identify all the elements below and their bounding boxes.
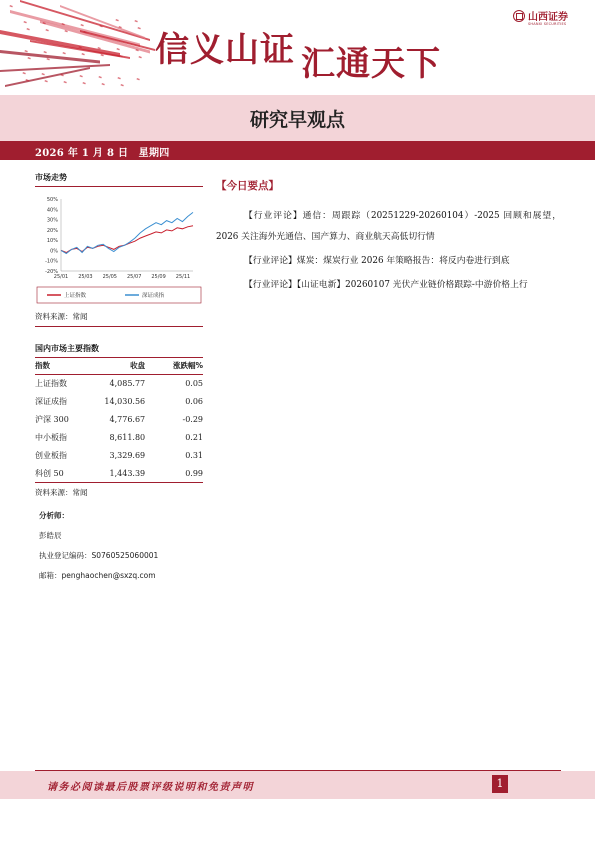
index-name: 上证指数 <box>35 379 67 389</box>
analyst-block <box>35 510 203 581</box>
report-title: 研究早观点 <box>249 109 345 131</box>
index-close: 3,329.69 <box>109 451 146 460</box>
chart-source: 资料来源：常闻 <box>35 307 203 327</box>
table-row <box>35 375 203 393</box>
y-tick-label: 40% <box>46 207 58 214</box>
index-name: 创业板指 <box>35 451 67 460</box>
banner-fleck <box>46 58 49 60</box>
y-tick-label: 50% <box>46 197 58 203</box>
table-source: 资料来源：常闻 <box>35 488 88 497</box>
report-date: 2026 年 1 月 8 日 星期四 <box>35 148 170 159</box>
slogan-part1: 信义山证 <box>155 30 295 70</box>
banner-fleck <box>63 81 66 83</box>
banner-fleck <box>116 48 119 50</box>
logo-text: 山西证券 <box>528 12 568 23</box>
banner-fleck <box>23 21 26 23</box>
market-trend-chart <box>35 187 203 307</box>
col-header-index: 指数 <box>35 358 82 375</box>
banner-fleck <box>41 73 44 75</box>
index-table-heading: 国内市场主要指数 <box>35 343 203 358</box>
chart-svg <box>35 187 203 307</box>
banner-fleck <box>27 57 30 59</box>
left-column <box>35 172 203 590</box>
banner-fleck <box>136 78 139 80</box>
banner-fleck <box>137 27 140 29</box>
banner-streak <box>0 50 100 64</box>
index-change: 0.99 <box>161 465 203 483</box>
header-banner <box>0 0 595 95</box>
index-table <box>35 358 203 483</box>
col-header-change: 涨跌幅% <box>161 358 203 375</box>
y-tick-label: -10% <box>45 258 58 265</box>
banner-fleck <box>44 80 47 82</box>
index-name: 中小板指 <box>35 433 67 442</box>
table-row <box>35 447 203 465</box>
y-tick-label: 10% <box>46 238 58 245</box>
banner-fleck <box>117 77 120 79</box>
company-logo <box>513 8 568 23</box>
market-trend-heading: 市场走势 <box>35 172 203 187</box>
banner-fleck <box>45 29 48 31</box>
y-tick-label: -20% <box>45 269 58 275</box>
table-header-row <box>35 358 203 375</box>
right-column <box>216 178 561 299</box>
key-points-heading: 【今日要点】 <box>216 180 279 192</box>
index-change: 0.31 <box>185 451 203 460</box>
legend-box <box>37 287 201 303</box>
y-tick-label: 0% <box>50 248 58 255</box>
banner-fleck <box>101 83 104 85</box>
banner-fleck <box>24 50 27 52</box>
series-line <box>61 212 193 253</box>
banner-fleck <box>9 5 12 7</box>
logo-subtext: SHANXI SECURITIES <box>528 22 567 26</box>
analyst-email[interactable]: 邮箱：penghaochen@sxzq.com <box>39 571 156 580</box>
x-tick-label: 25/07 <box>126 274 142 280</box>
index-name: 深证成指 <box>35 397 67 406</box>
x-tick-label: 25/03 <box>78 274 93 280</box>
index-name: 科创 50 <box>35 465 82 483</box>
col-header-close: 收盘 <box>82 358 161 375</box>
y-tick-label: 30% <box>46 217 58 224</box>
banner-fleck <box>134 20 137 22</box>
index-close: 1,443.39 <box>82 465 161 483</box>
date-bar <box>0 141 595 160</box>
page-number: 1 <box>492 775 508 793</box>
banner-fleck <box>80 24 83 26</box>
index-change: 0.05 <box>185 379 203 389</box>
banner-fleck <box>62 52 65 54</box>
analyst-heading: 分析师： <box>39 511 69 520</box>
banner-fleck <box>82 82 85 84</box>
table-row <box>35 429 203 447</box>
table-row <box>35 393 203 411</box>
banner-streak <box>0 64 110 72</box>
banner-fleck <box>26 28 29 30</box>
banner-fleck <box>115 19 118 21</box>
key-point-item[interactable]: 【行业评论】通信：周跟踪（20251229-20260104）-2025 回顾和展望，2026 关注海外光通信、国产算力、商业航天高低切行情 <box>216 211 561 242</box>
x-tick-label: 25/11 <box>175 274 191 280</box>
banner-fleck <box>120 84 123 86</box>
slogan-part2: 汇通天下 <box>301 44 441 84</box>
index-close: 8,611.80 <box>109 433 146 442</box>
analyst-name: 彭皓辰 <box>39 531 62 540</box>
key-point-item[interactable]: 【行业评论】【山证电新】20260107 光伏产业链价格跟踪-中游价格上行 <box>244 280 528 290</box>
index-close: 4,776.67 <box>109 415 146 424</box>
x-tick-label: 25/01 <box>53 274 69 280</box>
x-tick-label: 25/09 <box>151 274 166 280</box>
legend-label: 深证成指 <box>142 293 165 299</box>
index-change: -0.29 <box>182 415 203 424</box>
banner-fleck <box>138 56 141 58</box>
series-line <box>61 226 193 253</box>
key-point-item[interactable]: 【行业评论】煤炭：煤炭行业 2026 年策略报告：将反内卷进行到底 <box>244 256 510 266</box>
index-change: 0.06 <box>185 397 203 406</box>
analyst-license: 执业登记编码：S0760525060001 <box>39 551 159 560</box>
index-close: 4,085.77 <box>109 379 146 389</box>
footer-disclaimer: 请务必阅读最后股票评级说明和免责声明 <box>47 782 254 793</box>
banner-fleck <box>79 75 82 77</box>
y-tick-label: 20% <box>46 227 58 234</box>
title-band <box>0 95 595 141</box>
index-close: 14,030.56 <box>104 397 146 406</box>
banner-fleck <box>98 76 101 78</box>
index-name: 沪深 300 <box>35 415 69 424</box>
banner-fleck <box>22 72 25 74</box>
legend-label: 上证指数 <box>64 293 87 299</box>
table-row <box>35 411 203 429</box>
logo-icon <box>513 10 525 22</box>
banner-fleck <box>81 53 84 55</box>
banner-fleck <box>43 51 46 53</box>
slogan <box>155 22 441 84</box>
x-tick-label: 25/05 <box>102 274 118 280</box>
index-change: 0.21 <box>185 433 203 442</box>
table-row <box>35 465 203 483</box>
